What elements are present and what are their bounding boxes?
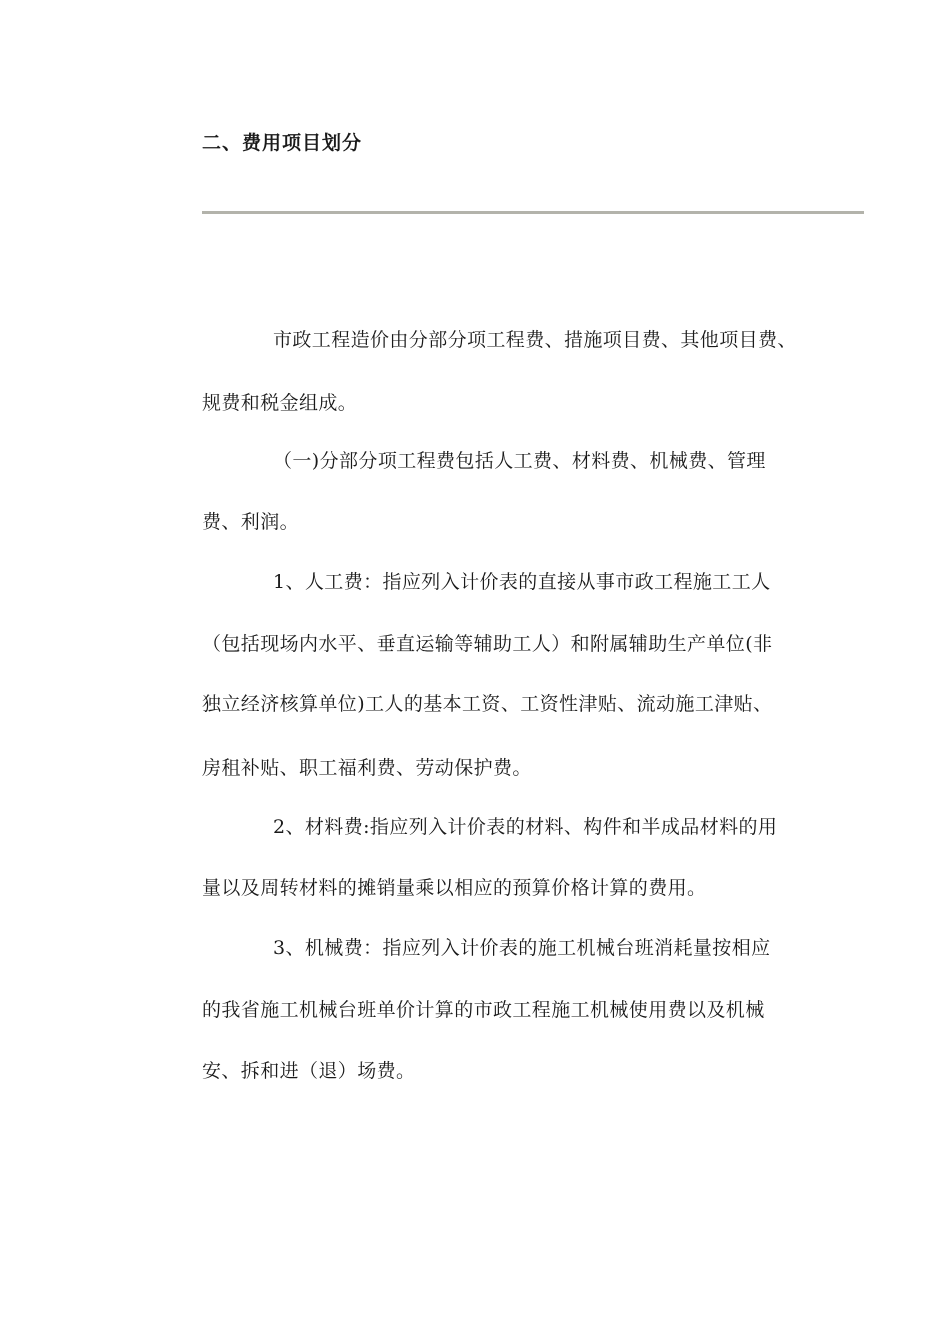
paragraph-line: 独立经济核算单位)工人的基本工资、工资性津贴、流动施工津贴、 [202, 693, 773, 715]
paragraph-line: （一)分部分项工程费包括人工费、材料费、机械费、管理 [273, 450, 766, 472]
paragraph-line: 规费和税金组成。 [202, 392, 358, 414]
paragraph-line: 市政工程造价由分部分项工程费、措施项目费、其他项目费、 [273, 329, 797, 351]
paragraph-line: 2、材料费:指应列入计价表的材料、构件和半成品材料的用 [273, 816, 778, 838]
paragraph-line: 1、人工费：指应列入计价表的直接从事市政工程施工工人 [273, 571, 771, 593]
horizontal-divider [202, 211, 864, 214]
section-heading: 二、费用项目划分 [202, 132, 363, 154]
paragraph-line: 房租补贴、职工福利费、劳动保护费。 [202, 757, 532, 779]
paragraph-line: 的我省施工机械台班单价计算的市政工程施工机械使用费以及机械 [202, 999, 765, 1021]
paragraph-line: 费、利润。 [202, 511, 300, 533]
paragraph-line: 量以及周转材料的摊销量乘以相应的预算价格计算的费用。 [202, 877, 707, 899]
paragraph-line: （包括现场内水平、垂直运输等辅助工人）和附属辅助生产单位(非 [202, 633, 773, 655]
paragraph-line: 安、拆和进（退）场费。 [202, 1060, 416, 1082]
paragraph-line: 3、机械费：指应列入计价表的施工机械台班消耗量按相应 [273, 937, 771, 959]
